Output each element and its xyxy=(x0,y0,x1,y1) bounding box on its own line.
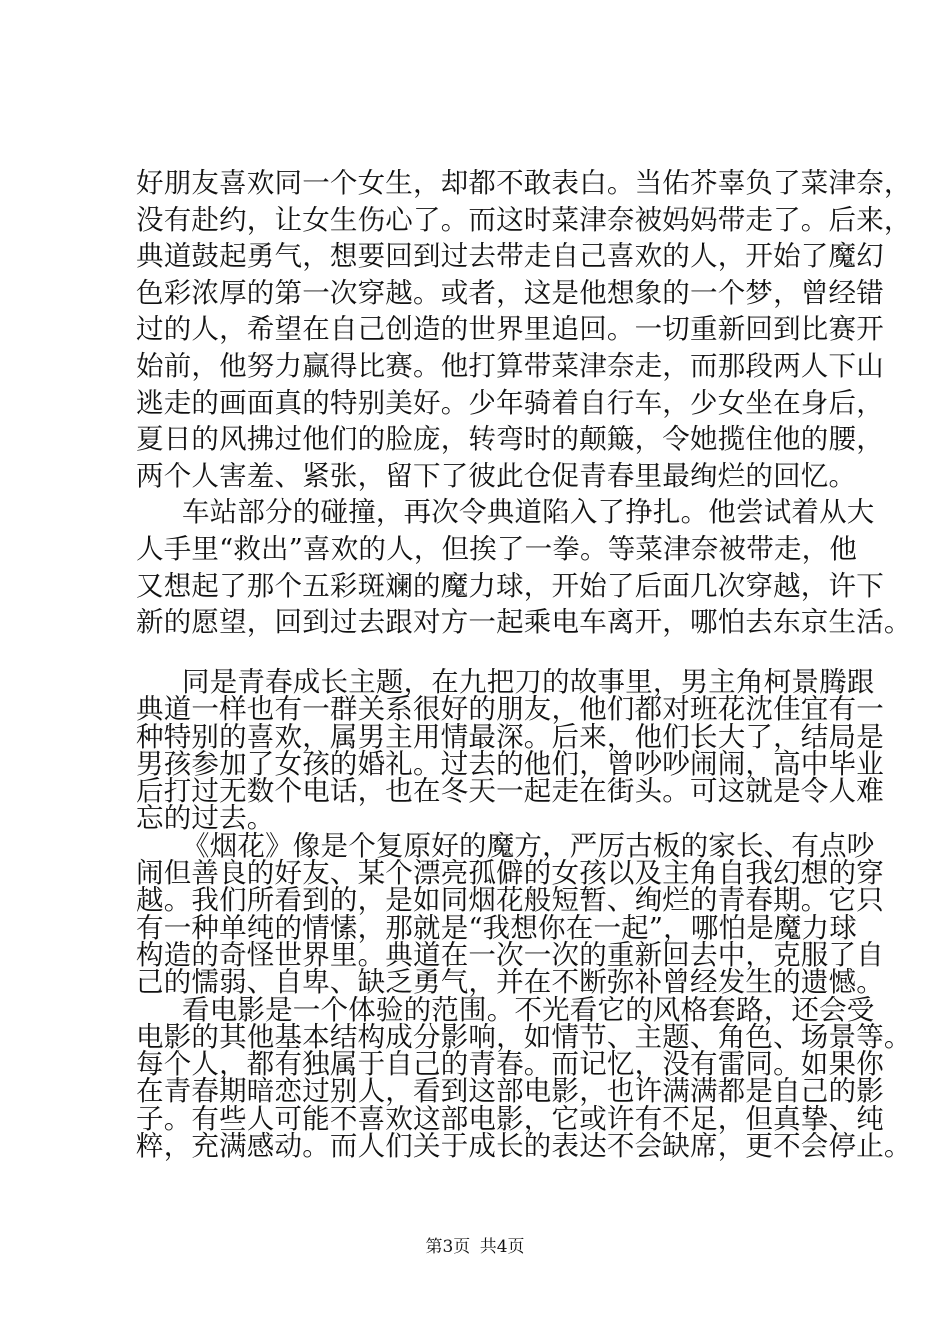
text-line: 每个人，都有独属于自己的青春。而记忆，没有雷同。如果你 xyxy=(136,1048,884,1080)
text-line: 越。我们所看到的，是如同烟花般短暂、绚烂的青春期。它只 xyxy=(136,884,884,916)
text-line: 构造的奇怪世界里。典道在一次一次的重新回去中，克服了自 xyxy=(136,939,884,971)
paragraph-start-line: 看电影是一个体验的范围。不光看它的风格套路，还会受 xyxy=(182,994,875,1026)
text-line: 子。有些人可能不喜欢这部电影，它或许有不足，但真挚、纯 xyxy=(136,1103,884,1135)
text-line: 在青春期暗恋过别人，看到这部电影，也许满满都是自己的影 xyxy=(136,1075,884,1107)
page-footer xyxy=(0,1237,950,1257)
text-line: 粹，充满感动。而人们关于成长的表达不会缺席，更不会停止。 xyxy=(136,1130,912,1162)
text-line: 新的愿望，回到过去跟对方一起乘电车离开，哪怕去东京生活。 xyxy=(136,606,912,639)
text-line: 闹但善良的好友、某个漂亮孤僻的女孩以及主角自我幻想的穿 xyxy=(136,857,884,889)
text-line: 己的懦弱、自卑、缺乏勇气，并在不断弥补曾经发生的遗憾。 xyxy=(136,966,884,998)
text-line: 典道一样也有一群关系很好的朋友，他们都对班花沈佳宜有一 xyxy=(136,693,884,725)
text-line: 色彩浓厚的第一次穿越。或者，这是他想象的一个梦，曾经错 xyxy=(136,276,884,309)
page-total: 共4页 xyxy=(479,1237,525,1257)
text-line: 典道鼓起勇气，想要回到过去带走自己喜欢的人，开始了魔幻 xyxy=(136,240,884,273)
text-line: 有一种单纯的情愫，那就是“我想你在一起”，哪怕是魔力球 xyxy=(136,912,858,944)
text-line: 忘的过去。 xyxy=(136,802,275,834)
text-line: 人手里“救出”喜欢的人，但挨了一拳。等菜津奈被带走，他 xyxy=(136,533,858,565)
page-number: 第3页 xyxy=(425,1237,471,1257)
text-line: 始前，他努力赢得比赛。他打算带菜津奈走，而那段两人下山 xyxy=(136,350,884,382)
text-line: 后打过无数个电话，也在冬天一起走在街头。可这就是令人难 xyxy=(136,775,884,807)
text-line: 逃走的画面真的特别美好。少年骑着自行车，少女坐在身后， xyxy=(136,386,884,419)
text-line: 夏日的风拂过他们的脸庞，转弯时的颠簸，令她揽住他的腰， xyxy=(136,423,884,456)
paragraph-start-line: 车站部分的碰撞，再次令典道陷入了挣扎。他尝试着从大 xyxy=(182,496,875,529)
text-line: 过的人，希望在自己创造的世界里追回。一切重新回到比赛开 xyxy=(136,313,884,346)
text-line: 又想起了那个五彩斑斓的魔力球，开始了后面几次穿越，许下 xyxy=(136,569,884,602)
paragraph-start-line: 同是青春成长主题，在九把刀的故事里，男主角柯景腾跟 xyxy=(182,666,875,698)
text-line: 没有赴约，让女生伤心了。而这时菜津奈被妈妈带走了。后来， xyxy=(136,203,912,236)
paragraph-start-line: 《烟花》像是个复原好的魔方，严厉古板的家长、有点吵 xyxy=(182,830,875,862)
text-line: 两个人害羞、紧张，留下了彼此仓促青春里最绚烂的回忆。 xyxy=(136,459,857,492)
text-line: 种特别的喜欢，属男主用情最深。后来，他们长大了，结局是 xyxy=(136,721,884,753)
text-line: 电影的其他基本结构成分影响，如情节、主题、角色、场景等。 xyxy=(136,1021,912,1053)
text-line: 好朋友喜欢同一个女生，却都不敢表白。当佑芥辜负了菜津奈， xyxy=(136,167,912,199)
text-line: 男孩参加了女孩的婚礼。过去的他们，曾吵吵闹闹，高中毕业 xyxy=(136,748,884,780)
